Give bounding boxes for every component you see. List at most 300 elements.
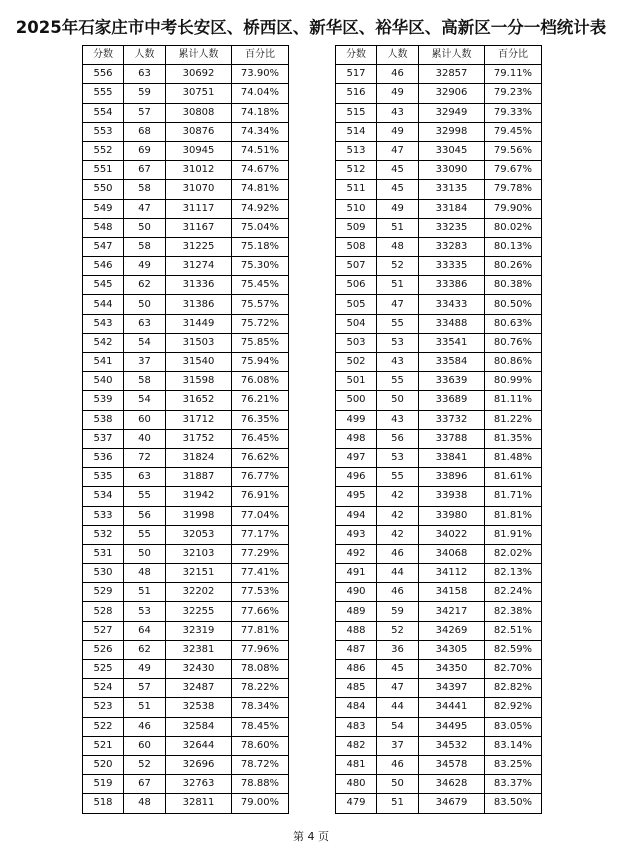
cumulative-cell: 34628 (419, 775, 485, 794)
cumulative-cell: 32319 (166, 621, 232, 640)
percent-cell: 78.08% (232, 660, 289, 679)
cumulative-cell: 32811 (166, 794, 232, 813)
score-cell: 516 (336, 84, 377, 103)
cumulative-cell: 32857 (419, 65, 485, 84)
count-cell: 46 (377, 65, 419, 84)
cumulative-cell: 32584 (166, 717, 232, 736)
cumulative-cell: 31070 (166, 180, 232, 199)
score-cell: 532 (83, 525, 124, 544)
cumulative-cell: 30945 (166, 141, 232, 160)
score-cell: 519 (83, 775, 124, 794)
count-cell: 49 (124, 257, 166, 276)
cumulative-cell: 32381 (166, 640, 232, 659)
table-row (83, 487, 289, 506)
score-cell: 501 (336, 372, 377, 391)
count-cell: 68 (124, 122, 166, 141)
percent-cell: 75.94% (232, 353, 289, 372)
count-cell: 45 (377, 161, 419, 180)
percent-cell: 82.13% (485, 564, 542, 583)
score-cell: 499 (336, 410, 377, 429)
cumulative-cell: 31712 (166, 410, 232, 429)
table-row (83, 84, 289, 103)
table-row (83, 141, 289, 160)
count-cell: 49 (124, 660, 166, 679)
count-cell: 46 (377, 755, 419, 774)
percent-cell: 81.22% (485, 410, 542, 429)
score-cell: 514 (336, 122, 377, 141)
percent-cell: 75.45% (232, 276, 289, 295)
percent-cell: 78.34% (232, 698, 289, 717)
count-cell: 44 (377, 698, 419, 717)
score-cell: 518 (83, 794, 124, 813)
cumulative-cell: 32696 (166, 755, 232, 774)
percent-cell: 79.67% (485, 161, 542, 180)
percent-cell: 75.57% (232, 295, 289, 314)
percent-cell: 78.22% (232, 679, 289, 698)
cumulative-cell: 34397 (419, 679, 485, 698)
percent-cell: 80.26% (485, 257, 542, 276)
percent-cell: 81.35% (485, 429, 542, 448)
score-cell: 496 (336, 468, 377, 487)
count-cell: 51 (377, 218, 419, 237)
score-cell: 547 (83, 237, 124, 256)
count-cell: 55 (124, 525, 166, 544)
percent-cell: 77.53% (232, 583, 289, 602)
percent-cell: 77.04% (232, 506, 289, 525)
score-cell: 536 (83, 448, 124, 467)
cumulative-cell: 32487 (166, 679, 232, 698)
score-cell: 546 (83, 257, 124, 276)
percent-cell: 80.02% (485, 218, 542, 237)
cumulative-cell: 33135 (419, 180, 485, 199)
cumulative-cell: 33689 (419, 391, 485, 410)
score-cell: 479 (336, 794, 377, 813)
cumulative-cell: 33045 (419, 141, 485, 160)
cumulative-cell: 30751 (166, 84, 232, 103)
table-row (83, 448, 289, 467)
score-cell: 498 (336, 429, 377, 448)
table-row (83, 410, 289, 429)
header-cumulative: 累计人数 (166, 46, 232, 65)
cumulative-cell: 33283 (419, 237, 485, 256)
table-row (336, 391, 542, 410)
table-row (83, 122, 289, 141)
score-cell: 487 (336, 640, 377, 659)
percent-cell: 74.67% (232, 161, 289, 180)
percent-cell: 82.02% (485, 544, 542, 563)
percent-cell: 73.90% (232, 65, 289, 84)
cumulative-cell: 31449 (166, 314, 232, 333)
percent-cell: 81.81% (485, 506, 542, 525)
table-row (336, 333, 542, 352)
cumulative-cell: 32763 (166, 775, 232, 794)
cumulative-cell: 32430 (166, 660, 232, 679)
percent-cell: 81.48% (485, 448, 542, 467)
percent-cell: 79.56% (485, 141, 542, 160)
score-cell: 525 (83, 660, 124, 679)
percent-cell: 76.77% (232, 468, 289, 487)
score-cell: 551 (83, 161, 124, 180)
cumulative-cell: 34217 (419, 602, 485, 621)
cumulative-cell: 32644 (166, 736, 232, 755)
percent-cell: 83.50% (485, 794, 542, 813)
score-cell: 517 (336, 65, 377, 84)
percent-cell: 74.81% (232, 180, 289, 199)
cumulative-cell: 31386 (166, 295, 232, 314)
cumulative-cell: 32151 (166, 564, 232, 583)
score-cell: 506 (336, 276, 377, 295)
cumulative-cell: 32053 (166, 525, 232, 544)
table-header-row (336, 46, 542, 65)
table-row (83, 65, 289, 84)
count-cell: 59 (124, 84, 166, 103)
count-cell: 48 (124, 564, 166, 583)
score-cell: 493 (336, 525, 377, 544)
score-cell: 485 (336, 679, 377, 698)
count-cell: 55 (377, 372, 419, 391)
cumulative-cell: 31167 (166, 218, 232, 237)
table-row (83, 660, 289, 679)
count-cell: 63 (124, 468, 166, 487)
score-cell: 510 (336, 199, 377, 218)
percent-cell: 83.25% (485, 755, 542, 774)
score-cell: 505 (336, 295, 377, 314)
cumulative-cell: 33433 (419, 295, 485, 314)
score-cell: 508 (336, 237, 377, 256)
percent-cell: 82.24% (485, 583, 542, 602)
percent-cell: 79.11% (485, 65, 542, 84)
score-cell: 500 (336, 391, 377, 410)
percent-cell: 75.04% (232, 218, 289, 237)
cumulative-cell: 33541 (419, 333, 485, 352)
cumulative-cell: 34679 (419, 794, 485, 813)
count-cell: 62 (124, 276, 166, 295)
score-cell: 480 (336, 775, 377, 794)
count-cell: 51 (377, 276, 419, 295)
table-row (83, 237, 289, 256)
cumulative-cell: 31942 (166, 487, 232, 506)
score-cell: 527 (83, 621, 124, 640)
table-row (83, 544, 289, 563)
percent-cell: 82.82% (485, 679, 542, 698)
percent-cell: 77.66% (232, 602, 289, 621)
cumulative-cell: 31012 (166, 161, 232, 180)
percent-cell: 76.35% (232, 410, 289, 429)
count-cell: 60 (124, 736, 166, 755)
page-title: 2025年石家庄市中考长安区、桥西区、新华区、裕华区、高新区一分一档统计表 (15, 18, 607, 37)
count-cell: 69 (124, 141, 166, 160)
count-cell: 43 (377, 103, 419, 122)
count-cell: 37 (124, 353, 166, 372)
cumulative-cell: 33732 (419, 410, 485, 429)
count-cell: 47 (377, 679, 419, 698)
cumulative-cell: 34112 (419, 564, 485, 583)
score-cell: 481 (336, 755, 377, 774)
table-row (336, 487, 542, 506)
percent-cell: 76.21% (232, 391, 289, 410)
count-cell: 50 (377, 391, 419, 410)
count-cell: 50 (124, 218, 166, 237)
table-row (336, 257, 542, 276)
table-row (336, 775, 542, 794)
cumulative-cell: 34022 (419, 525, 485, 544)
count-cell: 50 (124, 295, 166, 314)
score-cell: 543 (83, 314, 124, 333)
count-cell: 54 (124, 333, 166, 352)
count-cell: 50 (124, 544, 166, 563)
percent-cell: 74.04% (232, 84, 289, 103)
table-row (336, 180, 542, 199)
count-cell: 57 (124, 103, 166, 122)
cumulative-cell: 32202 (166, 583, 232, 602)
cumulative-cell: 34441 (419, 698, 485, 717)
cumulative-cell: 31998 (166, 506, 232, 525)
score-cell: 530 (83, 564, 124, 583)
count-cell: 52 (377, 621, 419, 640)
percent-cell: 82.70% (485, 660, 542, 679)
count-cell: 45 (377, 660, 419, 679)
table-row (336, 448, 542, 467)
percent-cell: 80.63% (485, 314, 542, 333)
count-cell: 47 (124, 199, 166, 218)
cumulative-cell: 30876 (166, 122, 232, 141)
table-row (336, 103, 542, 122)
table-row (336, 237, 542, 256)
percent-cell: 74.92% (232, 199, 289, 218)
count-cell: 72 (124, 448, 166, 467)
percent-cell: 82.59% (485, 640, 542, 659)
percent-cell: 78.60% (232, 736, 289, 755)
percent-cell: 82.92% (485, 698, 542, 717)
count-cell: 53 (124, 602, 166, 621)
table-row (336, 602, 542, 621)
cumulative-cell: 34305 (419, 640, 485, 659)
score-cell: 544 (83, 295, 124, 314)
cumulative-cell: 33090 (419, 161, 485, 180)
table-row (336, 679, 542, 698)
score-cell: 507 (336, 257, 377, 276)
score-cell: 488 (336, 621, 377, 640)
score-cell: 554 (83, 103, 124, 122)
count-cell: 62 (124, 640, 166, 659)
percent-cell: 78.72% (232, 755, 289, 774)
percent-cell: 81.71% (485, 487, 542, 506)
cumulative-cell: 33335 (419, 257, 485, 276)
count-cell: 48 (124, 794, 166, 813)
score-cell: 482 (336, 736, 377, 755)
cumulative-cell: 33584 (419, 353, 485, 372)
count-cell: 42 (377, 525, 419, 544)
cumulative-cell: 31336 (166, 276, 232, 295)
score-cell: 552 (83, 141, 124, 160)
table-row (336, 736, 542, 755)
count-cell: 48 (377, 237, 419, 256)
percent-cell: 79.23% (485, 84, 542, 103)
percent-cell: 80.13% (485, 237, 542, 256)
count-cell: 42 (377, 487, 419, 506)
count-cell: 58 (124, 237, 166, 256)
count-cell: 55 (377, 468, 419, 487)
percent-cell: 79.00% (232, 794, 289, 813)
percent-cell: 77.17% (232, 525, 289, 544)
table-row (336, 640, 542, 659)
score-cell: 528 (83, 602, 124, 621)
score-cell: 515 (336, 103, 377, 122)
count-cell: 46 (377, 583, 419, 602)
count-cell: 51 (377, 794, 419, 813)
score-cell: 511 (336, 180, 377, 199)
percent-cell: 77.81% (232, 621, 289, 640)
percent-cell: 78.88% (232, 775, 289, 794)
table-row (336, 314, 542, 333)
cumulative-cell: 33235 (419, 218, 485, 237)
score-cell: 555 (83, 84, 124, 103)
table-row (83, 391, 289, 410)
count-cell: 37 (377, 736, 419, 755)
table-row (336, 564, 542, 583)
score-cell: 556 (83, 65, 124, 84)
score-cell: 513 (336, 141, 377, 160)
count-cell: 49 (377, 122, 419, 141)
cumulative-cell: 33488 (419, 314, 485, 333)
table-row (336, 506, 542, 525)
header-percent: 百分比 (485, 46, 542, 65)
header-count: 人数 (124, 46, 166, 65)
score-cell: 553 (83, 122, 124, 141)
cumulative-cell: 31652 (166, 391, 232, 410)
table-row (83, 276, 289, 295)
cumulative-cell: 32538 (166, 698, 232, 717)
percent-cell: 76.45% (232, 429, 289, 448)
count-cell: 52 (124, 755, 166, 774)
table-row (83, 353, 289, 372)
table-row (83, 602, 289, 621)
count-cell: 54 (124, 391, 166, 410)
header-score: 分数 (83, 46, 124, 65)
score-cell: 541 (83, 353, 124, 372)
cumulative-cell: 33841 (419, 448, 485, 467)
score-cell: 484 (336, 698, 377, 717)
percent-cell: 83.37% (485, 775, 542, 794)
table-row (83, 295, 289, 314)
percent-cell: 78.45% (232, 717, 289, 736)
count-cell: 52 (377, 257, 419, 276)
score-cell: 520 (83, 755, 124, 774)
percent-cell: 75.85% (232, 333, 289, 352)
table-header-row (83, 46, 289, 65)
score-cell: 504 (336, 314, 377, 333)
percent-cell: 83.14% (485, 736, 542, 755)
cumulative-cell: 31824 (166, 448, 232, 467)
cumulative-cell: 31540 (166, 353, 232, 372)
percent-cell: 79.33% (485, 103, 542, 122)
score-cell: 534 (83, 487, 124, 506)
count-cell: 56 (124, 506, 166, 525)
percent-cell: 82.51% (485, 621, 542, 640)
score-cell: 523 (83, 698, 124, 717)
score-cell: 545 (83, 276, 124, 295)
header-percent: 百分比 (232, 46, 289, 65)
table-row (336, 141, 542, 160)
cumulative-cell: 33788 (419, 429, 485, 448)
count-cell: 63 (124, 314, 166, 333)
cumulative-cell: 32255 (166, 602, 232, 621)
score-cell: 490 (336, 583, 377, 602)
score-table-left (82, 45, 289, 814)
table-row (83, 372, 289, 391)
score-cell: 489 (336, 602, 377, 621)
percent-cell: 74.51% (232, 141, 289, 160)
count-cell: 67 (124, 161, 166, 180)
page-number: 第 4 页 (293, 830, 329, 843)
count-cell: 53 (377, 448, 419, 467)
count-cell: 42 (377, 506, 419, 525)
percent-cell: 82.38% (485, 602, 542, 621)
header-score: 分数 (336, 46, 377, 65)
score-cell: 550 (83, 180, 124, 199)
table-row (336, 525, 542, 544)
cumulative-cell: 33938 (419, 487, 485, 506)
percent-cell: 79.90% (485, 199, 542, 218)
table-row (83, 103, 289, 122)
percent-cell: 74.34% (232, 122, 289, 141)
score-cell: 540 (83, 372, 124, 391)
score-cell: 531 (83, 544, 124, 563)
cumulative-cell: 34350 (419, 660, 485, 679)
table-row (83, 621, 289, 640)
header-cumulative: 累计人数 (419, 46, 485, 65)
cumulative-cell: 31503 (166, 333, 232, 352)
table-row (83, 794, 289, 813)
count-cell: 49 (377, 84, 419, 103)
count-cell: 40 (124, 429, 166, 448)
table-row (336, 295, 542, 314)
table-row (336, 84, 542, 103)
score-cell: 539 (83, 391, 124, 410)
score-cell: 522 (83, 717, 124, 736)
cumulative-cell: 32906 (419, 84, 485, 103)
table-row (336, 218, 542, 237)
table-row (336, 65, 542, 84)
cumulative-cell: 33980 (419, 506, 485, 525)
score-cell: 509 (336, 218, 377, 237)
percent-cell: 81.11% (485, 391, 542, 410)
percent-cell: 77.96% (232, 640, 289, 659)
table-row (336, 161, 542, 180)
table-row (83, 717, 289, 736)
score-cell: 524 (83, 679, 124, 698)
percent-cell: 77.29% (232, 544, 289, 563)
percent-cell: 80.50% (485, 295, 542, 314)
header-count: 人数 (377, 46, 419, 65)
cumulative-cell: 31274 (166, 257, 232, 276)
count-cell: 46 (124, 717, 166, 736)
count-cell: 55 (124, 487, 166, 506)
table-row (83, 506, 289, 525)
score-cell: 483 (336, 717, 377, 736)
score-cell: 526 (83, 640, 124, 659)
table-row (83, 679, 289, 698)
percent-cell: 76.08% (232, 372, 289, 391)
table-row (336, 372, 542, 391)
count-cell: 50 (377, 775, 419, 794)
score-cell: 486 (336, 660, 377, 679)
percent-cell: 75.18% (232, 237, 289, 256)
count-cell: 43 (377, 410, 419, 429)
score-cell: 494 (336, 506, 377, 525)
cumulative-cell: 33896 (419, 468, 485, 487)
count-cell: 51 (124, 698, 166, 717)
